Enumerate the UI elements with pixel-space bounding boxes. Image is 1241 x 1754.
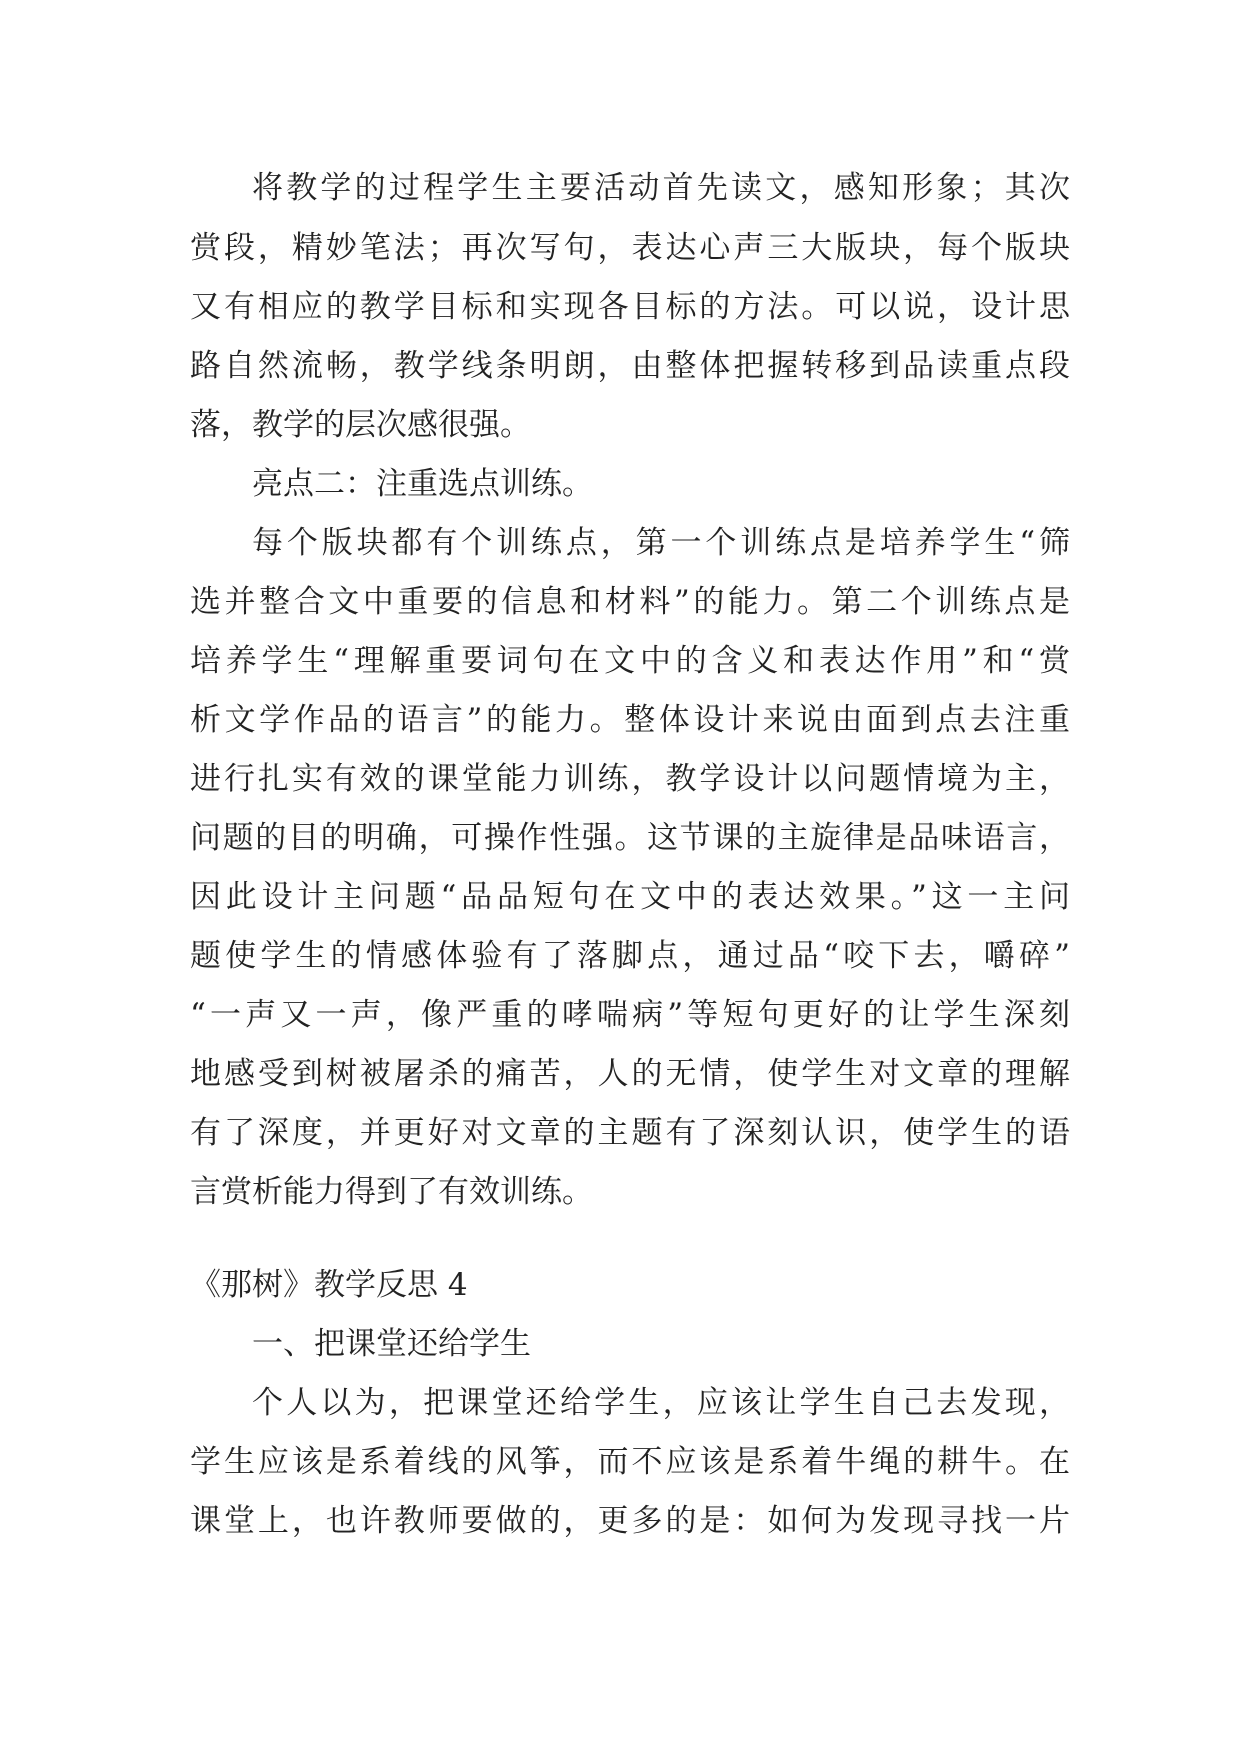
paragraph-line: 个人以为，把课堂还给学生，应该让学生自己去发现，	[252, 1385, 1070, 1421]
paragraph-line: 言赏析能力得到了有效训练。	[190, 1174, 593, 1210]
paragraph-line: 选并整合文中重要的信息和材料”的能力。第二个训练点是	[190, 584, 1070, 620]
paragraph-line: 进行扎实有效的课堂能力训练，教学设计以问题情境为主，	[190, 761, 1070, 797]
section-title: 《那树》教学反思 4	[190, 1267, 468, 1303]
paragraph-line: 学生应该是系着线的风筝，而不应该是系着牛绳的耕牛。在	[190, 1444, 1070, 1480]
paragraph-line: 落，教学的层次感很强。	[190, 407, 531, 443]
subheading: 亮点二：注重选点训练。	[252, 466, 593, 502]
paragraph-line: 因此设计主问题“品品短句在文中的表达效果。”这一主问	[190, 879, 1070, 915]
paragraph-line: 问题的目的明确，可操作性强。这节课的主旋律是品味语言，	[190, 820, 1070, 856]
paragraph-line: 又有相应的教学目标和实现各目标的方法。可以说，设计思	[190, 289, 1070, 325]
paragraph-line: 课堂上，也许教师要做的，更多的是：如何为发现寻找一片	[190, 1503, 1070, 1539]
paragraph-line: 赏段，精妙笔法；再次写句，表达心声三大版块，每个版块	[190, 230, 1070, 266]
paragraph-line: 每个版块都有个训练点，第一个训练点是培养学生“筛	[252, 525, 1070, 561]
paragraph-line: 将教学的过程学生主要活动首先读文，感知形象；其次	[252, 170, 1070, 206]
paragraph-line: 培养学生“理解重要词句在文中的含义和表达作用”和“赏	[190, 643, 1070, 679]
subheading: 一、把课堂还给学生	[252, 1326, 531, 1362]
paragraph-line: 地感受到树被屠杀的痛苦，人的无情，使学生对文章的理解	[190, 1056, 1070, 1092]
paragraph-line: “一声又一声，像严重的哮喘病”等短句更好的让学生深刻	[190, 997, 1070, 1033]
paragraph-line: 有了深度，并更好对文章的主题有了深刻认识，使学生的语	[190, 1115, 1070, 1151]
paragraph-line: 路自然流畅，教学线条明朗，由整体把握转移到品读重点段	[190, 348, 1070, 384]
paragraph-line: 题使学生的情感体验有了落脚点，通过品“咬下去，嚼碎”	[190, 938, 1070, 974]
paragraph-line: 析文学作品的语言”的能力。整体设计来说由面到点去注重	[190, 702, 1070, 738]
